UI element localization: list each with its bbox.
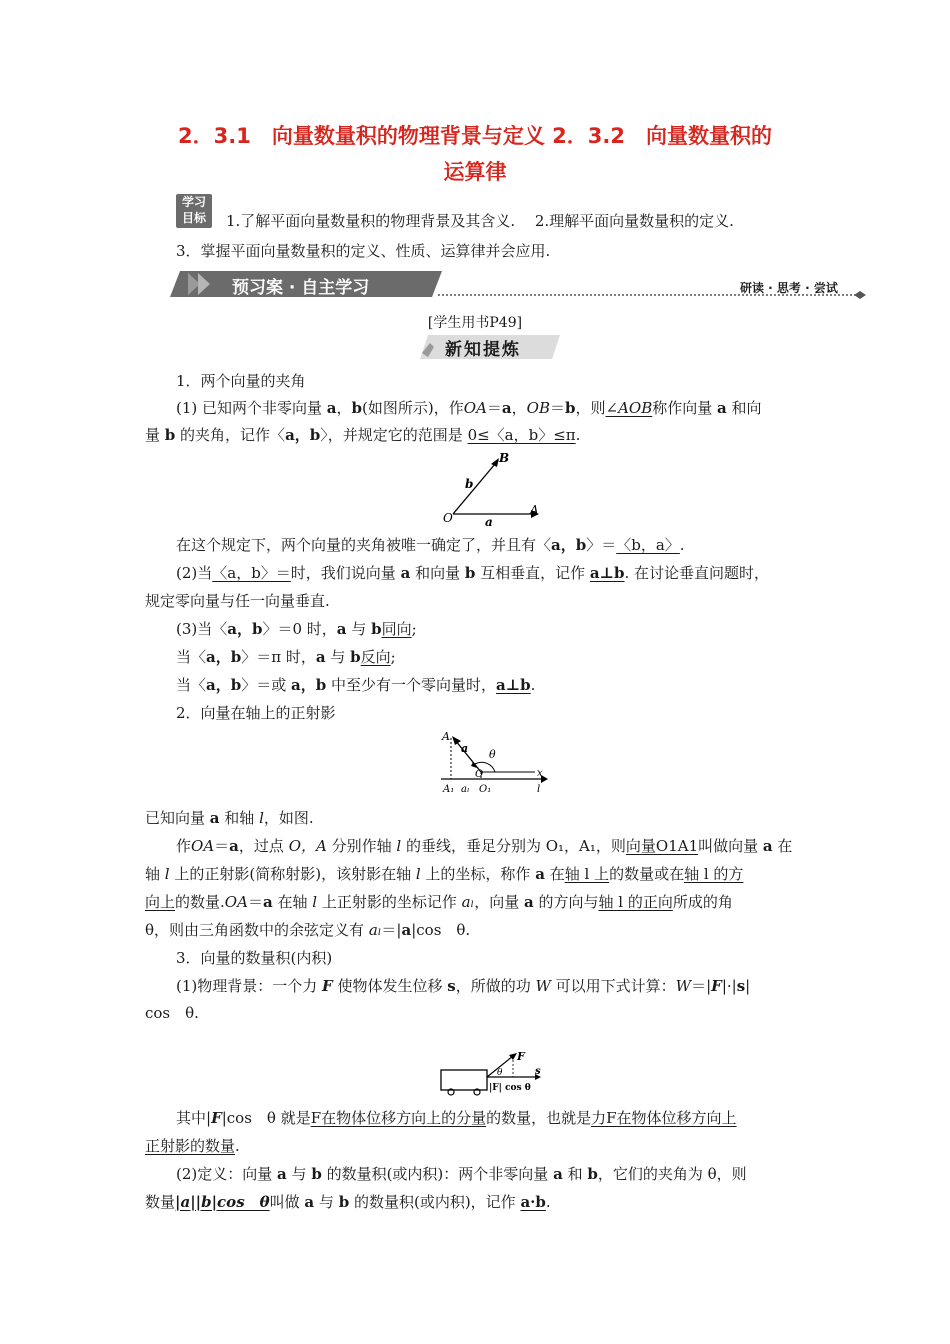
p2-heading: 2．向量在轴上的正射影 [176,704,336,722]
fig1-label-b: b [465,477,474,491]
fig2-label-A1: A₁ [443,784,455,795]
fig2-label-al: aₗ [461,784,470,795]
title-line2: 运算律 [443,160,507,184]
p2-line2: 作OA＝a，过点 O，A 分别作轴 l 的垂线，垂足分别为 O₁，A₁，则向量O1A1叫做向量 a 在 [176,837,793,855]
fig2-label-x: x [537,768,543,779]
fig1-label-O: O [443,511,453,525]
page-title [150,118,800,190]
p3-line2: cos θ. [145,1004,199,1022]
fig2-label-O1: O₁ [479,784,492,795]
p3-line1: (1)物理背景：一个力 F 使物体发生位移 s，所做的功 W 可以用下式计算：W＝|F|·|s| [176,977,751,995]
p3-line6: 数量|a||b|cos θ叫做 a 与 b 的数量积(或内积)，记作 a·b. [145,1193,551,1211]
p1-line4: (2)当〈a，b〉＝时，我们说向量 a 和向量 b 互相垂直，记作 a⊥b. 在讨论垂直问题时， [176,564,770,582]
fig3-label-s: s [535,1066,541,1077]
p1-line3: 在这个规定下，两个向量的夹角被唯一确定了，并且有〈a，b〉＝〈b，a〉. [176,536,685,554]
p3-line5: (2)定义：向量 a 与 b 的数量积(或内积)：两个非零向量 a 和 b，它们的夹角为 θ，则 [176,1165,747,1183]
p1-line1: (1) 已知两个非零向量 a，b(如图所示)，作OA＝a，OB＝b，则∠AOB称作向量 a 和向 [176,399,762,417]
fig1-label-A: A [530,503,539,517]
section-bar-label: 预习案 · 自主学习 [232,278,370,298]
p1-line8: 当〈a，b〉＝或 a，b 中至少有一个零向量时，a⊥b. [176,676,536,694]
p1-line2: 量 b 的夹角，记作〈a，b〉，并规定它的范围是 0≤〈a，b〉≤π. [145,426,581,444]
badge-line1: 学习 [181,195,206,209]
book-reference: [学生用书P49] [427,315,523,331]
figure-axis-projection [435,728,555,798]
fig1-label-B: B [499,451,510,465]
fig2-label-a: a [461,742,469,755]
p2-line5: θ，则由三角函数中的余弦定义有 aₗ＝|a|cos θ. [145,921,471,939]
p3-heading: 3．向量的数量积(内积) [176,949,333,967]
p3-line4: 正射影的数量. [145,1137,240,1155]
fig3-label-F: F [517,1050,525,1063]
fig2-label-A: A [442,730,450,743]
banner-new-knowledge: 新知提炼 [445,340,521,360]
fig3-label-theta: θ [497,1068,503,1078]
goals-line2: 3．掌握平面向量数量积的定义、性质、运算律并会应用. [176,242,551,260]
p3-line3: 其中|F|cos θ 就是F在物体位移方向上的分量的数量，也就是力F在物体位移方向上 [176,1109,737,1127]
p1-line6: (3)当〈a，b〉＝0 时，a 与 b同向; [176,620,417,638]
goals-line1: 1.了解平面向量数量积的物理背景及其含义. 2.理解平面向量数量积的定义. [226,212,734,230]
fig1-label-a: a [485,515,493,528]
section-bar-right-label: 研读 · 思考 · 尝试 [740,281,838,295]
badge-line2: 目标 [181,211,206,225]
p1-line5: 规定零向量与任一向量垂直. [145,592,330,610]
p2-line1: 已知向量 a 和轴 l，如图. [145,809,314,827]
fig2-label-theta: θ [489,748,496,761]
title-line1: 2．3.1 向量数量积的物理背景与定义 2．3.2 向量数量积的 [178,124,772,148]
fig2-label-l: l [537,784,541,795]
learning-goals-badge [176,194,212,228]
p2-line4: 向上的数量.OA＝a 在轴 l 上正射影的坐标记作 aₗ，向量 a 的方向与轴 l 的正向所成的角 [145,893,733,911]
p1-heading: 1．两个向量的夹角 [176,372,306,390]
p2-line3: 轴 l 上的正射影(简称射影)，该射影在轴 l 上的坐标，称作 a 在轴 l 上的数量或在轴 l 的方 [145,865,744,883]
figure-force-cart [437,1050,547,1100]
fig2-label-O: O [475,769,484,780]
figure-vector-angle [435,448,545,528]
p1-line7: 当〈a，b〉＝π 时，a 与 b反向; [176,648,396,666]
fig3-label-Fcos: |F| cos θ [489,1083,531,1093]
